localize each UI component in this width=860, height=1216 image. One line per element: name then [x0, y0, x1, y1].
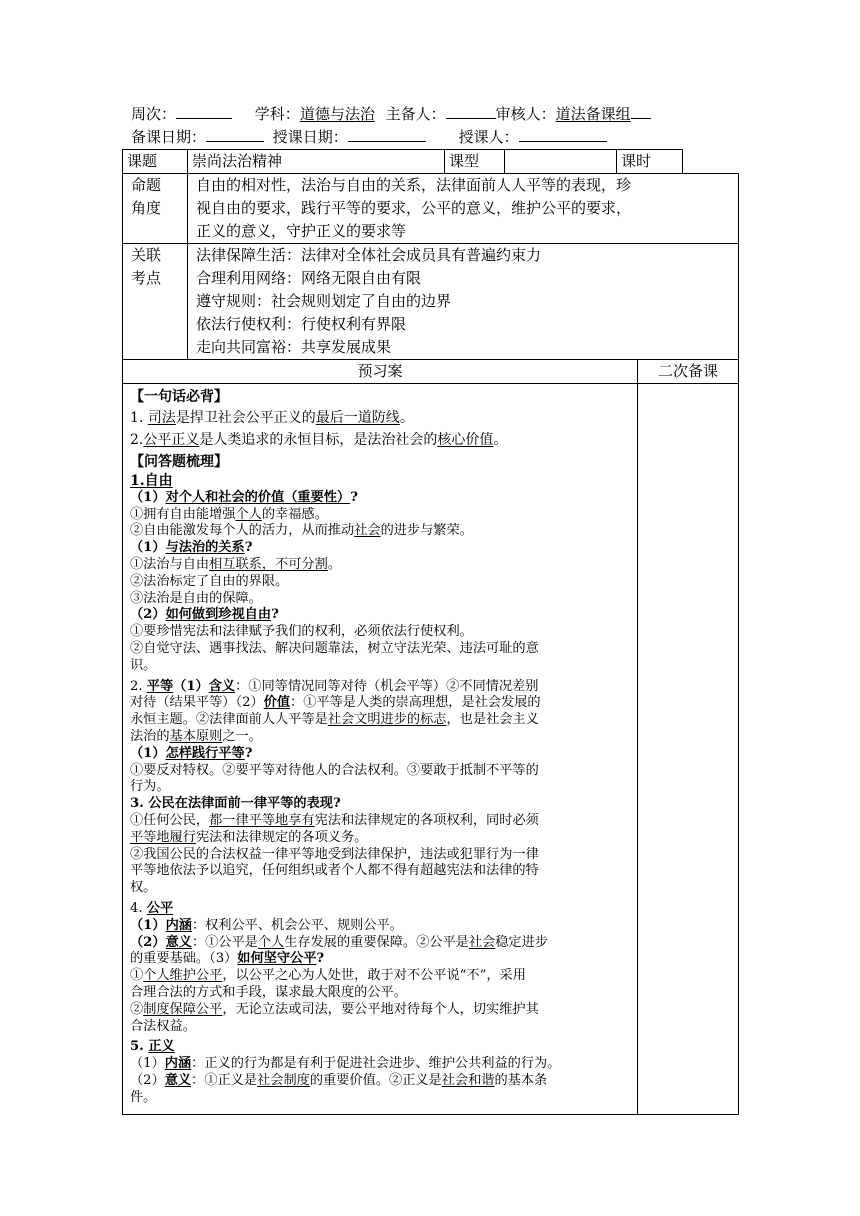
equality-line: 永恒主题。②法律面前人人平等是社会文明进步的标志，也是社会主义 — [130, 712, 539, 728]
preview-content — [123, 384, 638, 1115]
equality-q1-line: 行为。 — [130, 779, 170, 795]
exam-label-2: 考点 — [131, 269, 162, 287]
equality-line: 2. 平等（1）含义：①同等情况同等对待（机会平等）②不同情况差别 — [130, 678, 539, 694]
exam-line: 依法行使权利：行使权利有界限 — [196, 315, 407, 333]
type-value — [505, 150, 617, 174]
equality-line: 对待（结果平等）（2）价值：①平等是人类的崇高理想，是社会发展的 — [130, 695, 541, 711]
citizen-equality-line: ②我国公民的合法权益一律平等地受到法律保护，违法或犯罪行为一律 — [130, 846, 539, 862]
exam-line: 法律保障生活：法律对全体社会成员具有普遍约束力 — [196, 246, 542, 264]
teach-date-blank — [348, 126, 426, 142]
recite-line-1: 1. 司法是捍卫社会公平正义的最后一道防线。 — [130, 410, 414, 426]
angle-label-1: 命题 — [131, 176, 162, 194]
qa-title: 【问答题梳理】 — [130, 454, 228, 470]
exam-line: 走向共同富裕：共享发展成果 — [196, 338, 392, 356]
fairness-line: （1）内涵：权利公平、机会公平、规则公平。 — [130, 917, 403, 933]
exam-content — [188, 244, 739, 360]
content-row — [123, 384, 739, 1115]
fairness-title: 4. 公平 — [130, 900, 174, 916]
reviewer-label: 审核人： — [495, 105, 556, 123]
freedom-q2-line: ③法治是自由的保障。 — [130, 590, 262, 606]
must-recite-title: 【一句话必背】 — [130, 389, 228, 405]
prep-date-label: 备课日期： — [131, 128, 207, 146]
angle-line: 视自由的要求，践行平等的要求，公平的意义，维护公平的要求， — [196, 199, 632, 217]
fairness-line: 合法权益。 — [130, 1018, 196, 1034]
teacher-label: 授课人： — [458, 128, 519, 146]
week-blank — [176, 103, 232, 119]
equality-q1: （1）怎样践行平等? — [130, 745, 253, 761]
section-heading-row — [123, 360, 739, 384]
freedom-q3: （2）如何做到珍视自由? — [130, 607, 279, 623]
topic-value: 崇尚法治精神 — [188, 150, 445, 174]
subject-label: 学科： — [254, 105, 300, 123]
citizen-equality-line: 平等地依法予以追究，任何组织或者个人都不得有超越宪法和法律的特 — [130, 863, 539, 879]
fairness-line: 的重要基础。（3）如何坚守公平? — [130, 951, 325, 967]
subject-value: 道德与法治 — [299, 105, 375, 123]
type-label: 课型 — [445, 150, 505, 174]
citizen-equality-line: ①任何公民，都一律平等地享有宪法和法律规定的各项权利，同时必须 — [130, 812, 539, 828]
second-prep-heading: 二次备课 — [638, 360, 739, 384]
freedom-q2-line: ①法治与自由相互联系，不可分割。 — [130, 556, 341, 572]
angle-line: 自由的相对性，法治与自由的关系，法律面前人人平等的表现，珍 — [196, 176, 632, 194]
freedom-q3-line: ①要珍惜宪法和法律赋予我们的权利，必须依法行使权利。 — [130, 624, 473, 640]
justice-line: 件。 — [130, 1089, 157, 1105]
freedom-q1: （1）对个人和社会的价值（重要性）? — [130, 489, 358, 505]
freedom-q3-line: 识。 — [130, 657, 157, 673]
exam-label — [123, 244, 188, 360]
citizen-equality-line: 平等地履行宪法和法律规定的各项义务。 — [130, 829, 368, 845]
preview-heading: 预习案 — [123, 360, 638, 384]
freedom-title: 1.自由 — [130, 473, 173, 489]
angle-label-2: 角度 — [131, 199, 162, 217]
angle-label — [123, 174, 188, 244]
citizen-equality-title: 3. 公民在法律面前一律平等的表现? — [130, 796, 341, 812]
reviewer-blank — [631, 103, 651, 119]
exam-line: 合理利用网络：网络无限自由有限 — [196, 269, 422, 287]
teacher-blank — [519, 126, 607, 142]
topic-label: 课题 — [123, 150, 188, 174]
header-line-1 — [131, 103, 651, 125]
preparer-label: 主备人： — [385, 105, 446, 123]
freedom-q2: （1）与法治的关系? — [130, 540, 253, 556]
fairness-line: （2）意义：①公平是个人生存发展的重要保障。②公平是社会稳定进步 — [130, 934, 548, 950]
fairness-line: ①个人维护公平，以公平之心为人处世，敢于对不公平说“不”，采用 — [130, 968, 526, 984]
angle-line: 正义的意义，守护正义的要求等 — [196, 222, 407, 240]
justice-line: （2）意义：①正义是社会制度的重要价值。②正义是社会和谐的基本条 — [130, 1072, 548, 1088]
equality-line: 法治的基本原则之一。 — [130, 728, 262, 744]
freedom-q2-line: ②法治标定了自由的界限。 — [130, 573, 289, 589]
freedom-q3-line: ②自觉守法、遇事找法、解决问题靠法，树立守法光荣、违法可耻的意 — [130, 640, 539, 656]
freedom-q1-line: ①拥有自由能增强个人的幸福感。 — [130, 506, 328, 522]
justice-title: 5. 正义 — [130, 1039, 175, 1055]
citizen-equality-line: 权。 — [130, 880, 157, 896]
teach-date-label: 授课日期： — [272, 128, 348, 146]
exam-line: 遵守规则：社会规则划定了自由的边界 — [196, 292, 452, 310]
lesson-plan-table — [122, 149, 739, 1115]
period-label: 课时 — [617, 150, 683, 174]
period-value — [683, 150, 739, 174]
fairness-line: ②制度保障公平，无论立法或司法，要公平地对待每个人，切实维护其 — [130, 1001, 539, 1017]
prep-date-blank — [206, 126, 264, 142]
second-prep-content — [638, 384, 739, 1115]
header-line-2 — [131, 126, 607, 148]
justice-line: （1）内涵：正义的行为都是有利于促进社会进步、维护公共利益的行为。 — [130, 1056, 561, 1072]
freedom-q1-line: ②自由能激发每个人的活力，从而推动社会的进步与繁荣。 — [130, 523, 473, 539]
angle-row — [123, 174, 739, 244]
angle-content — [188, 174, 739, 244]
week-label: 周次： — [131, 105, 177, 123]
topic-row — [123, 150, 739, 174]
equality-q1-line: ①要反对特权。②要平等对待他人的合法权利。③要敢于抵制不平等的 — [130, 762, 539, 778]
exam-row — [123, 244, 739, 360]
reviewer-value: 道法备课组 — [555, 105, 631, 123]
preparer-blank — [446, 103, 496, 119]
exam-label-1: 关联 — [131, 246, 162, 264]
fairness-line: 合理合法的方式和手段，谋求最大限度的公平。 — [130, 984, 407, 1000]
recite-line-2: 2.公平正义是人类追求的永恒目标，是法治社会的核心价值。 — [130, 432, 508, 448]
